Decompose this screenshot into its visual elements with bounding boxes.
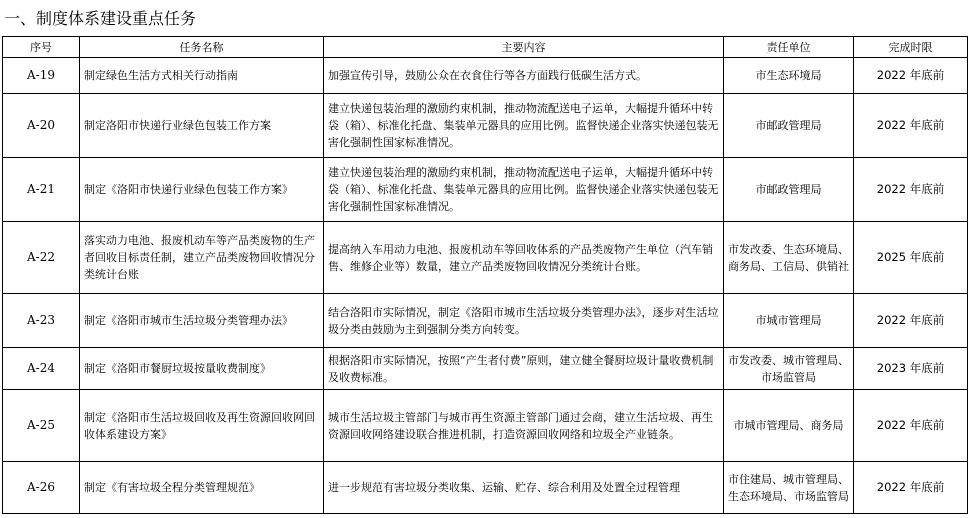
row-unit: 市邮政管理局 bbox=[724, 94, 854, 158]
row-unit: 市城市管理局 bbox=[724, 294, 854, 348]
table-row bbox=[3, 94, 968, 158]
row-task-name: 制定绿色生活方式相关行动指南 bbox=[80, 58, 324, 94]
row-content: 建立快递包装治理的激励约束机制，推动物流配送电子运单，大幅提升循环中转袋（箱）、标准化托盘、集装单元器具的应用比例。监督快递企业落实快递包装无害化强制性国家标准情况。 bbox=[324, 94, 724, 158]
header-responsible-unit: 责任单位 bbox=[724, 37, 854, 58]
row-task-name: 制定《有害垃圾全程分类管理规范》 bbox=[80, 462, 324, 514]
row-unit: 市住建局、城市管理局、生态环境局、市场监管局 bbox=[724, 462, 854, 514]
table-row bbox=[3, 462, 968, 514]
row-task-name: 制定《洛阳市生活垃圾回收及再生资源回收网回收体系建设方案》 bbox=[80, 390, 324, 462]
row-content: 结合洛阳市实际情况，制定《洛阳市城市生活垃圾分类管理办法》，逐步对生活垃圾分类由鼓励为主到强制分类方向转变。 bbox=[324, 294, 724, 348]
header-deadline: 完成时限 bbox=[854, 37, 968, 58]
row-unit: 市发改委、生态环境局、商务局、工信局、供销社 bbox=[724, 222, 854, 294]
row-deadline: 2022 年底前 bbox=[854, 158, 968, 222]
row-unit: 市发改委、城市管理局、市场监管局 bbox=[724, 348, 854, 390]
row-id: A-20 bbox=[3, 94, 80, 158]
table-row bbox=[3, 294, 968, 348]
row-task-name: 制定《洛阳市餐厨垃圾按量收费制度》 bbox=[80, 348, 324, 390]
header-id: 序号 bbox=[3, 37, 80, 58]
table-row bbox=[3, 348, 968, 390]
row-unit: 市邮政管理局 bbox=[724, 158, 854, 222]
row-content: 根据洛阳市实际情况，按照“产生者付费”原则，建立健全餐厨垃圾计量收费机制及收费标准。 bbox=[324, 348, 724, 390]
row-task-name: 制定洛阳市快递行业绿色包装工作方案 bbox=[80, 94, 324, 158]
row-task-name: 落实动力电池、报废机动车等产品类废物的生产者回收目标责任制，建立产品类废物回收情况分类统计台账 bbox=[80, 222, 324, 294]
task-table bbox=[2, 36, 968, 514]
row-content: 提高纳入车用动力电池、报废机动车等回收体系的产品类废物产生单位（汽车销售、维修企业等）数量，建立产品类废物回收情况分类统计台账。 bbox=[324, 222, 724, 294]
row-deadline: 2022 年底前 bbox=[854, 94, 968, 158]
row-content: 加强宣传引导，鼓励公众在衣食住行等各方面践行低碳生活方式。 bbox=[324, 58, 724, 94]
row-deadline: 2025 年底前 bbox=[854, 222, 968, 294]
row-id: A-19 bbox=[3, 58, 80, 94]
row-id: A-25 bbox=[3, 390, 80, 462]
row-task-name: 制定《洛阳市城市生活垃圾分类管理办法》 bbox=[80, 294, 324, 348]
row-task-name: 制定《洛阳市快递行业绿色包装工作方案》 bbox=[80, 158, 324, 222]
section-title: 一、制度体系建设重点任务 bbox=[4, 9, 197, 28]
row-unit: 市城市管理局、商务局 bbox=[724, 390, 854, 462]
table-row bbox=[3, 222, 968, 294]
table-row bbox=[3, 390, 968, 462]
table-header-row bbox=[3, 37, 968, 58]
row-deadline: 2022 年底前 bbox=[854, 58, 968, 94]
row-id: A-21 bbox=[3, 158, 80, 222]
row-deadline: 2022 年底前 bbox=[854, 390, 968, 462]
row-content: 城市生活垃圾主管部门与城市再生资源主管部门通过会商，建立生活垃圾、再生资源回收网络建设联合推进机制，打造资源回收网络和垃圾全产业链条。 bbox=[324, 390, 724, 462]
row-id: A-26 bbox=[3, 462, 80, 514]
row-content: 建立快递包装治理的激励约束机制，推动物流配送电子运单，大幅提升循环中转袋（箱）、标准化托盘、集装单元器具的应用比例。监督快递企业落实快递包装无害化强制性国家标准情况。 bbox=[324, 158, 724, 222]
table-row bbox=[3, 58, 968, 94]
row-id: A-23 bbox=[3, 294, 80, 348]
row-id: A-22 bbox=[3, 222, 80, 294]
table-row bbox=[3, 158, 968, 222]
row-content: 进一步规范有害垃圾分类收集、运输、贮存、综合利用及处置全过程管理 bbox=[324, 462, 724, 514]
row-deadline: 2022 年底前 bbox=[854, 294, 968, 348]
row-deadline: 2022 年底前 bbox=[854, 462, 968, 514]
row-deadline: 2023 年底前 bbox=[854, 348, 968, 390]
row-id: A-24 bbox=[3, 348, 80, 390]
row-unit: 市生态环境局 bbox=[724, 58, 854, 94]
header-task-name: 任务名称 bbox=[80, 37, 324, 58]
header-main-content: 主要内容 bbox=[324, 37, 724, 58]
